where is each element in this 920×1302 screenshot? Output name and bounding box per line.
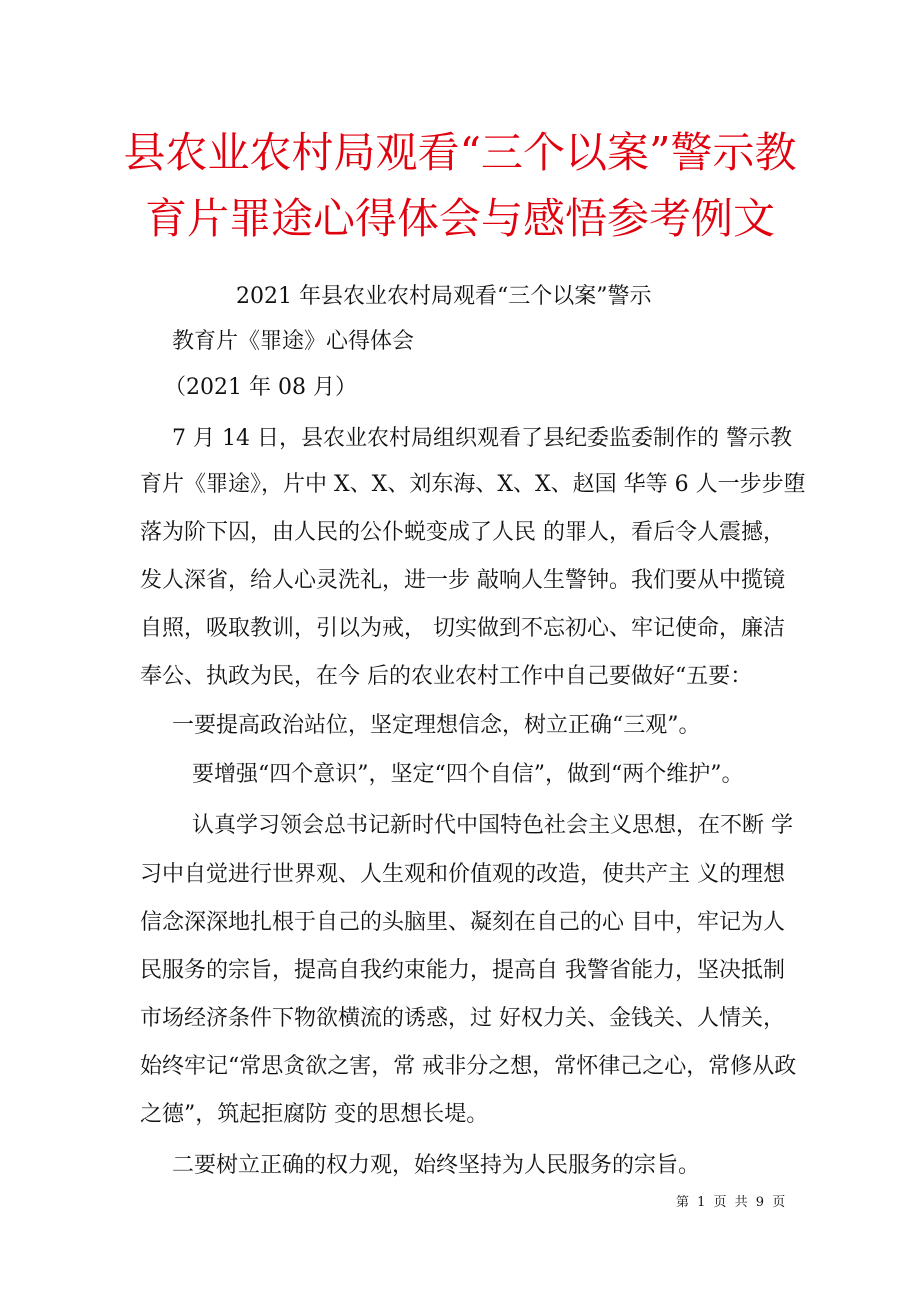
point-one-heading: 一要提高政治站位，坚定理想信念，树立正确“三观”。 [172, 713, 701, 738]
paragraph-line: 始终牢记“常思贪欲之害，常 戒非分之想，常怀律己之心，常修从政 [140, 1054, 797, 1079]
page-number-footer: 第 1 页 共 9 页 [676, 1195, 786, 1210]
point-two-heading: 二要树立正确的权力观，始终坚持为人民服务的宗旨。 [172, 1153, 701, 1178]
paragraph-line: 自照，吸取教训，引以为戒， 切实做到不忘初心、牢记使命，廉洁 [140, 616, 785, 641]
paragraph-line: 奉公、执政为民，在今 后的农业农村工作中自己要做好“五要： [140, 664, 753, 689]
paragraph-line: 7 月 14 日，县农业农村局组织观看了县纪委监委制作的 警示教 [172, 426, 792, 451]
paragraph-line: 育片《罪途》，片中 X、X、刘东海、X、X、赵国 华等 6 人一步步堕 [140, 472, 806, 497]
paragraph-line: 信念深深地扎根于自己的头脑里、凝刻在自己的心 目中，牢记为人 [140, 910, 785, 935]
subtitle-line-1: 2021 年县农业农村局观看“三个以案”警示 [236, 284, 652, 309]
document-title-line-2: 育片罪途心得体会与感悟参考例文 [144, 194, 775, 243]
paragraph-line: 习中自觉进行世界观、人生观和价值观的改造，使共产主 义的理想 [140, 862, 785, 887]
paragraph-line: 民服务的宗旨，提高自我约束能力，提高自 我警省能力，坚决抵制 [140, 958, 785, 983]
paragraph-line: 之德”，筑起拒腐防 变的思想长堤。 [140, 1102, 489, 1127]
document-title-line-1: 县农业农村局观看“三个以案”警示教 [123, 128, 797, 177]
paragraph-line: 发人深省，给人心灵洗礼，进一步 敲响人生警钟。我们要从中揽镜 [140, 568, 785, 593]
paragraph-line: 市场经济条件下物欲横流的诱惑，过 好权力关、金钱关、人情关， [140, 1006, 785, 1031]
paragraph-line: 认真学习领会总书记新时代中国特色社会主义思想，在不断 学 [192, 813, 793, 838]
document-date: （2021 年 08 月） [164, 375, 357, 400]
point-one-subheading: 要增强“四个意识”，坚定“四个自信”，做到“两个维护”。 [192, 762, 744, 787]
subtitle-line-2: 教育片《罪途》心得体会 [172, 329, 415, 354]
paragraph-line: 落为阶下囚，由人民的公仆蜕变成了人民 的罪人，看后令人震撼， [140, 520, 785, 545]
